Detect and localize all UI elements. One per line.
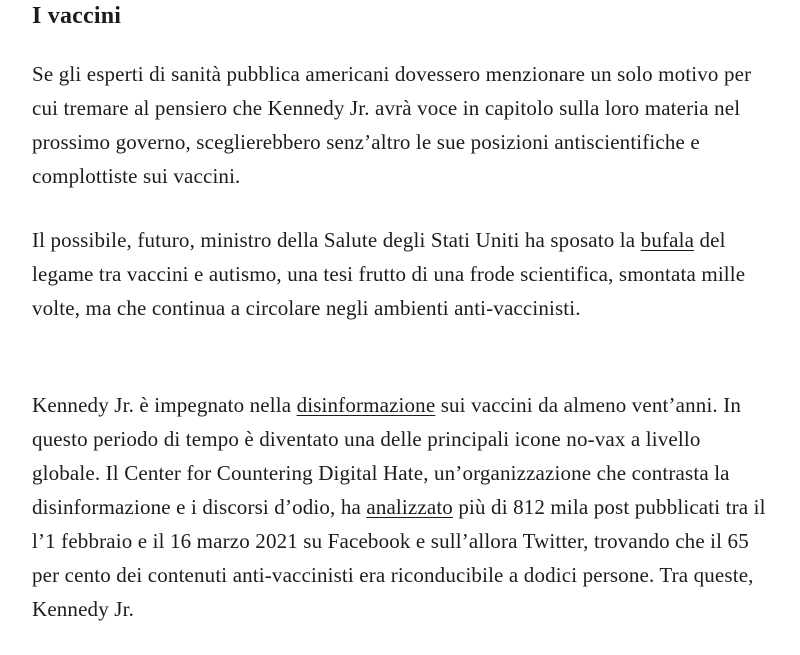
paragraph-3-text-middle: sui vaccini da almeno vent’anni. In questo periodo di tempo è diventato una delle principali icone no-vax a livello globale. Il Center for Countering Digital Hate, un’organizzazione che contrasta la disinformazione e i discorsi d’odio, ha [32, 393, 742, 519]
analizzato-link[interactable]: analizzato [366, 495, 453, 519]
paragraph-2-text-after: del legame tra vaccini e autismo, una tesi frutto di una frode scientifica, smontata mille volte, ma che continua a circolare negli ambienti anti-vaccinisti. [32, 228, 746, 320]
paragraph-3 [32, 388, 772, 626]
paragraph-3-text-after: più di 812 mila post pubblicati tra il l’1 febbraio e il 16 marzo 2021 su Facebook e sull’allora Twitter, trovando che il 65 per cento dei contenuti anti-vaccinisti era riconducibile a dodici persone. Tra queste, Kennedy Jr. [32, 495, 766, 621]
paragraph-1: Se gli esperti di sanità pubblica americani dovessero menzionare un solo motivo per cui tremare al pensiero che Kennedy Jr. avrà voce in capitolo sulla loro materia nel prossimo governo, sceglierebbero senz’altro le sue posizioni antiscientifiche e complottiste sui vaccini. [32, 62, 752, 188]
paragraph-3-text-before: Kennedy Jr. è impegnato nella [32, 393, 297, 417]
paragraph-2-text-before: Il possibile, futuro, ministro della Salute degli Stati Uniti ha sposato la [32, 228, 641, 252]
section-heading: I vaccini [32, 3, 122, 29]
bufala-link[interactable]: bufala [640, 228, 695, 252]
disinformazione-link[interactable]: disinformazione [296, 393, 436, 417]
article-body [32, 0, 792, 621]
paragraph-2 [32, 223, 772, 325]
